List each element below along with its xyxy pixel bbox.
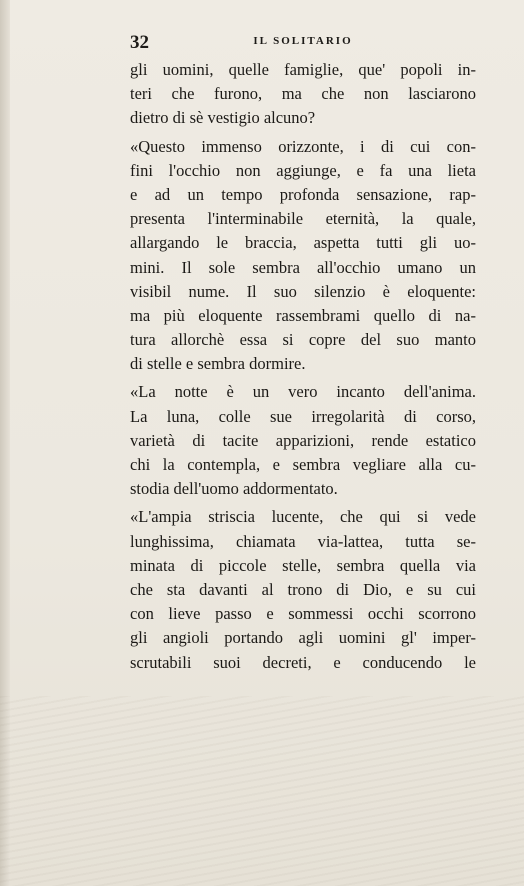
paragraph <box>130 58 476 131</box>
text-line: visibil nume. Il suo silenzio è eloquente: <box>130 281 476 301</box>
text-line: che sta davanti al trono di Dio, e su cui <box>130 579 476 599</box>
text-line: minata di piccole stelle, sembra quella via <box>130 555 476 575</box>
text-line: tura allorchè essa si copre del suo manto <box>130 330 476 350</box>
page-header <box>130 32 476 54</box>
text-line: scrutabili suoi decreti, e conducendo le <box>130 652 476 672</box>
text-line: «La notte è un vero incanto dell'anima. <box>130 382 476 402</box>
text-line: La luna, colle sue irregolarità di corso, <box>130 406 476 426</box>
text-line: e ad un tempo profonda sensazione, rap- <box>130 184 476 204</box>
text-line: dietro di sè vestigio alcuno? <box>130 108 316 128</box>
text-line: di stelle e sembra dormire. <box>130 354 306 374</box>
body-text <box>130 58 476 679</box>
text-line: mini. Il sole sembra all'occhio umano un <box>130 257 476 277</box>
text-line: allargando le braccia, aspetta tutti gli uo- <box>130 233 476 253</box>
running-title: IL SOLITARIO <box>253 35 353 47</box>
text-line: «L'ampia striscia lucente, che qui si vede <box>130 507 476 527</box>
text-line: chi la contempla, e sembra vegliare alla cu- <box>130 455 476 474</box>
paragraph <box>130 505 476 674</box>
paper-texture <box>0 696 524 886</box>
text-line: lunghissima, chiamata via-lattea, tutta se- <box>130 531 476 551</box>
text-line: ma più eloquente rassembrami quello di na- <box>130 305 476 325</box>
text-line: con lieve passo e sommessi occhi scorrono <box>130 604 476 624</box>
text-line: «Questo immenso orizzonte, i di cui con- <box>130 136 476 156</box>
text-line: teri che furono, ma che non lasciarono <box>130 84 476 104</box>
text-line: presenta l'interminabile eternità, la quale, <box>130 209 476 229</box>
text-line: gli angioli portando agli uomini gl' imper- <box>130 628 476 648</box>
text-line: fini l'occhio non aggiunge, e fa una lieta <box>130 160 476 180</box>
text-line: gli uomini, quelle famiglie, que' popoli in- <box>130 60 476 79</box>
page-number: 32 <box>130 32 149 53</box>
text-line: varietà di tacite apparizioni, rende estatico <box>130 430 476 450</box>
text-line: stodia dell'uomo addormentato. <box>130 479 338 499</box>
paragraph <box>130 135 476 377</box>
paragraph <box>130 380 476 501</box>
